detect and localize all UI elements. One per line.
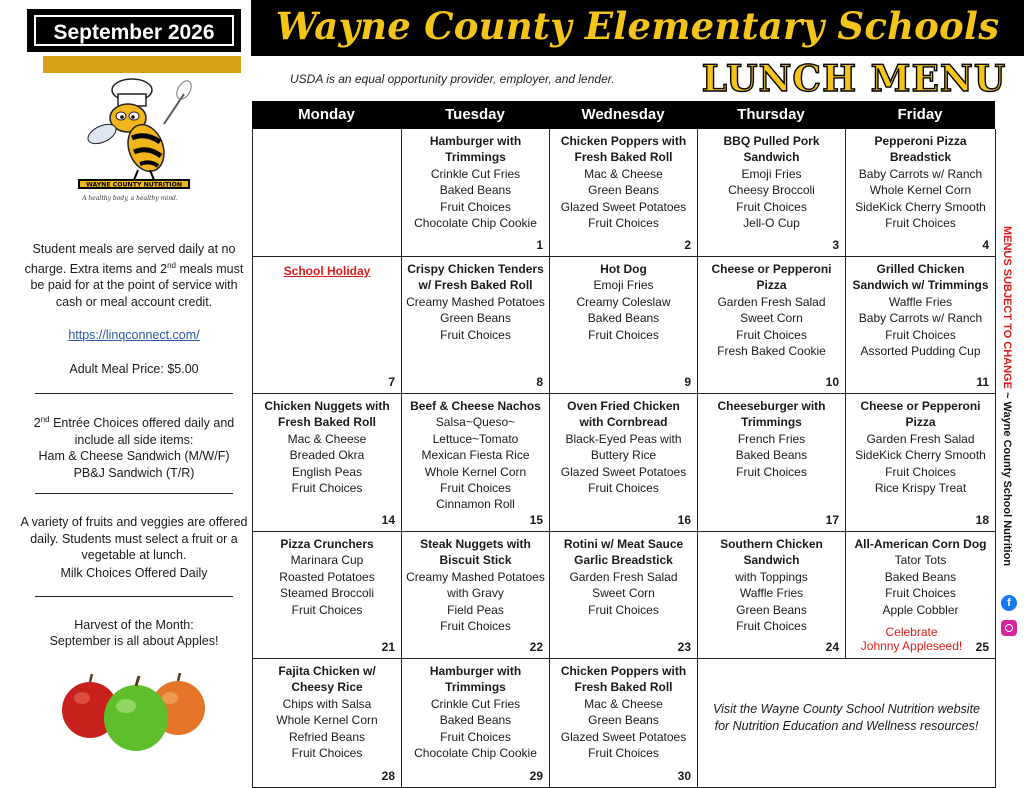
menu-item: SideKick Cherry Smooth [855,448,986,463]
menu-item: Baby Carrots w/ Ranch [858,311,983,326]
nutrition-website-note: Visit the Wayne County School Nutrition website for Nutrition Education and Wellness resources! [698,659,996,788]
menu-calendar-grid [252,129,996,788]
menu-item: Jell-O Cup [743,216,800,231]
date-number: 1 [536,237,543,252]
menu-item: Garden Fresh Salad [866,431,975,446]
menu-day-friday-4 [846,129,996,257]
day-header-friday: Friday [845,101,995,129]
menu-day-monday-empty [253,129,402,257]
menu-item: Whole Kernel Corn [276,713,378,728]
entree-name: Fajita Chicken w/ Cheesy Rice [278,664,376,695]
date-number: 11 [976,374,989,389]
menu-item: Fruit Choices [291,481,363,496]
harvest-title: Harvest of the Month: [74,618,194,632]
menu-item: Fruit Choices [885,464,956,479]
menu-item: Whole Kernel Corn [869,183,972,198]
menu-item: Chocolate Chip Cookie [414,746,537,761]
hornet-mascot-logo [76,76,194,206]
date-number: 30 [677,768,691,783]
day-header-thursday: Thursday [697,101,845,129]
menu-item: Fruit Choices [440,199,511,214]
menu-item: Glazed Sweet Potatoes [560,729,687,744]
entree-name: BBQ Pulled Pork Sandwich [723,134,820,165]
wayne-county-nutrition-note: ~ Wayne County School Nutrition [1001,388,1013,567]
menu-day-monday-7 [253,257,402,394]
menu-item: Emoji Fries [593,278,654,293]
date-number: 15 [529,512,543,527]
menu-day-wednesday-16 [550,394,698,532]
date-number: 14 [381,512,395,527]
menu-item: Fruit Choices [440,729,511,744]
menu-item: Baked Beans [884,569,957,584]
menu-day-friday-18 [846,394,996,532]
menu-item: Fruit Choices [291,602,363,617]
apples-image [58,668,208,758]
menu-item: Chocolate Chip Cookie [414,216,537,231]
entree-name: Chicken Nuggets with Fresh Baked Roll [264,399,390,430]
entree-name: Rotini w/ Meat Sauce Garlic Breadstick [563,537,684,568]
menu-item: Glazed Sweet Potatoes [560,199,687,214]
entree-name: Cheese or Pepperoni Pizza [711,262,832,293]
menu-item: Waffle Fries [888,294,953,309]
meals-info: Student meals are served daily at no charge. Extra items and 2nd meals must be paid for at the point of service with cash or meal account credit. [24,242,244,309]
adult-meal-price: Adult Meal Price: $5.00 [69,362,199,376]
menu-item: Garden Fresh Salad [717,294,826,309]
menu-item: Fruit Choices [736,464,807,479]
menu-day-tuesday-22 [402,532,550,659]
date-number: 16 [677,512,691,527]
menu-item: Fruit Choices [588,602,659,617]
menu-day-wednesday-2 [550,129,698,257]
date-number: 25 [975,639,989,654]
menu-item: Crinkle Cut Fries [430,166,521,181]
menu-item: with Toppings [735,569,808,584]
date-number: 23 [677,639,691,654]
date-number: 22 [529,639,543,654]
instagram-icon[interactable] [1001,620,1017,636]
divider [35,493,233,494]
ham-cheese-option: Ham & Cheese Sandwich (M/W/F) [38,449,230,464]
menu-item: Fruit Choices [885,586,956,601]
second-entree-info: 2nd Entrée Choices offered daily and include all side items: Ham & Cheese Sandwich (M/W/F) PB&J Sandwich (T/R) [33,415,235,480]
menu-item: Fruit Choices [440,327,511,342]
menu-day-wednesday-30 [550,659,698,788]
entree-name: All-American Corn Dog [854,537,987,551]
menu-item: Whole Kernel Corn [424,464,527,479]
menu-item: Green Beans [588,713,659,728]
menu-item: Fruit Choices [588,216,659,231]
menu-item: Fruit Choices [588,327,659,342]
menu-item: Baby Carrots w/ Ranch [858,166,983,181]
menu-item: English Peas [291,464,363,479]
date-number: 3 [832,237,839,252]
entree-name: Cheese or Pepperoni Pizza [860,399,981,430]
menu-day-wednesday-23 [550,532,698,659]
entree-name: Chicken Poppers with Fresh Baked Roll [560,664,687,695]
pbj-option: PB&J Sandwich (T/R) [73,465,195,480]
month-label: September 2026 [34,15,234,46]
menu-item: Mac & Cheese [584,696,663,711]
date-number: 28 [381,768,395,783]
menu-item: Creamy Mashed Potatoes [406,294,545,309]
menu-item: Glazed Sweet Potatoes [560,464,687,479]
menu-day-monday-28 [253,659,402,788]
entree-name: Steak Nuggets with Biscuit Stick [420,537,531,568]
date-number: 2 [684,237,691,252]
menu-item: Mac & Cheese [584,166,663,181]
menu-item: Salsa~Queso~ Lettuce~Tomato [432,415,519,446]
menu-item: Rice Krispy Treat [874,481,967,496]
entree-name: Southern Chicken Sandwich [720,537,823,568]
menu-item: Cinnamon Roll [436,497,515,512]
menu-day-thursday-24 [698,532,846,659]
menu-item: Sweet Corn [740,311,803,326]
menu-item: Fruit Choices [885,216,956,231]
menu-item: Apple Cobbler [882,602,959,617]
menu-day-wednesday-9 [550,257,698,394]
menu-item: Green Beans [440,311,511,326]
menu-item: Garden Fresh Salad [569,569,678,584]
entree-name: Pizza Crunchers [280,537,374,551]
menu-item: Baked Beans [439,713,512,728]
menu-day-monday-21 [253,532,402,659]
menu-day-tuesday-29 [402,659,550,788]
school-holiday-label: School Holiday [283,264,371,278]
menu-day-thursday-3 [698,129,846,257]
menu-item: Roasted Potatoes [279,569,375,584]
month-label-box [27,9,241,52]
menu-item: Baked Beans [439,183,512,198]
menu-item: Refried Beans [288,729,366,744]
celebration-line: Johnny Appleseed! [860,639,963,654]
menu-item: Mac & Cheese [287,431,367,446]
menu-item: Fruit Choices [736,327,807,342]
menu-item: Fruit Choices [588,481,659,496]
menu-item: Fruit Choices [885,327,956,342]
fruits-info: A variety of fruits and veggies are offered daily. Students must select a fruit or a vegetable at lunch. [20,515,248,562]
menu-day-friday-25 [846,532,996,659]
day-header-wednesday: Wednesday [549,101,697,129]
day-header-tuesday: Tuesday [401,101,549,129]
entree-name: Oven Fried Chicken with Cornbread [567,399,680,430]
date-number: 29 [529,768,543,783]
celebration-note [846,625,995,653]
menu-item: Fruit Choices [440,619,511,634]
menu-item: Tator Tots [894,553,947,568]
divider [35,596,233,597]
usda-statement: USDA is an equal opportunity provider, employer, and lender. [290,72,615,86]
entree-name: Cheeseburger with Trimmings [717,399,826,430]
menu-day-tuesday-1 [402,129,550,257]
page-title: Wayne County Elementary Schools [275,4,1000,48]
menu-item: Fresh Baked Cookie [717,344,826,359]
celebration-line: Celebrate [885,625,938,640]
date-number: 4 [982,237,989,252]
date-number: 7 [388,374,395,389]
divider [35,393,233,394]
menu-item: Green Beans [736,602,807,617]
menu-item: Field Peas [447,602,504,617]
facebook-icon[interactable]: f [1001,595,1017,611]
menu-day-monday-14 [253,394,402,532]
entree-name: Hot Dog [600,262,647,276]
menu-item: Crinkle Cut Fries [430,696,521,711]
menus-subject-to-change: MENUS SUBJECT TO CHANGE [1001,225,1013,389]
menu-day-tuesday-8 [402,257,550,394]
menu-item: Green Beans [588,183,659,198]
entree-name: Grilled Chicken Sandwich w/ Trimmings [852,262,989,293]
entree-name: Crispy Chicken Tenders w/ Fresh Baked Roll [407,262,544,293]
menu-item: Fruit Choices [736,619,807,634]
menu-day-friday-11 [846,257,996,394]
menu-day-thursday-10 [698,257,846,394]
date-number: 24 [825,639,839,654]
date-number: 21 [381,639,395,654]
date-number: 17 [825,512,839,527]
menu-item: Emoji Fries [741,166,802,181]
menu-item: Steamed Broccoli [279,586,375,601]
menu-item: Waffle Fries [739,586,804,601]
date-number: 9 [684,374,691,389]
menu-item: Fruit Choices [736,199,807,214]
menu-item: Fruit Choices [588,746,659,761]
harvest-text: September is all about Apples! [49,634,219,648]
menu-item: Creamy Mashed Potatoes with Gravy [406,569,545,601]
entree-name: Beef & Cheese Nachos [410,399,541,413]
date-number: 18 [975,512,989,527]
entree-name: Pepperoni Pizza Breadstick [874,134,967,165]
menu-item: Sweet Corn [592,586,655,601]
day-header-monday: Monday [252,101,401,129]
menu-item: Black-Eyed Peas with Buttery Rice [565,431,682,463]
entree-name: Hamburger with Trimmings [429,134,522,165]
date-number: 8 [536,374,543,389]
gold-accent-bar [43,56,241,73]
menu-item: Marinara Cup [290,553,364,568]
menu-item: Mexican Fiesta Rice [421,448,530,463]
lunch-menu-heading: LUNCH MENU [701,58,1007,100]
menu-item: Creamy Coleslaw [576,294,671,309]
menu-day-thursday-17 [698,394,846,532]
menu-item: Breaded Okra [289,448,365,463]
side-note [998,210,1016,582]
linqconnect-link[interactable]: https://linqconnect.com/ [68,328,200,342]
menu-item: Cheesy Broccoli [728,183,815,198]
entree-name: Hamburger with Trimmings [429,664,522,695]
menu-item: French Fries [737,431,806,446]
logo-tagline: A healthy body, a healthy mind. [82,195,178,202]
entree-name: Chicken Poppers with Fresh Baked Roll [560,134,687,165]
menu-item: Baked Beans [587,311,660,326]
menu-item: Baked Beans [735,448,808,463]
menu-item: Assorted Pudding Cup [860,344,981,359]
milk-info: Milk Choices Offered Daily [60,566,208,580]
date-number: 10 [825,374,839,389]
menu-day-tuesday-15 [402,394,550,532]
menu-item: SideKick Cherry Smooth [855,199,986,214]
menu-item: Fruit Choices [291,746,363,761]
menu-item: Fruit Choices [440,481,511,496]
logo-banner-text: WAYNE COUNTY NUTRITION [85,181,183,189]
menu-item: Chips with Salsa [282,696,372,711]
